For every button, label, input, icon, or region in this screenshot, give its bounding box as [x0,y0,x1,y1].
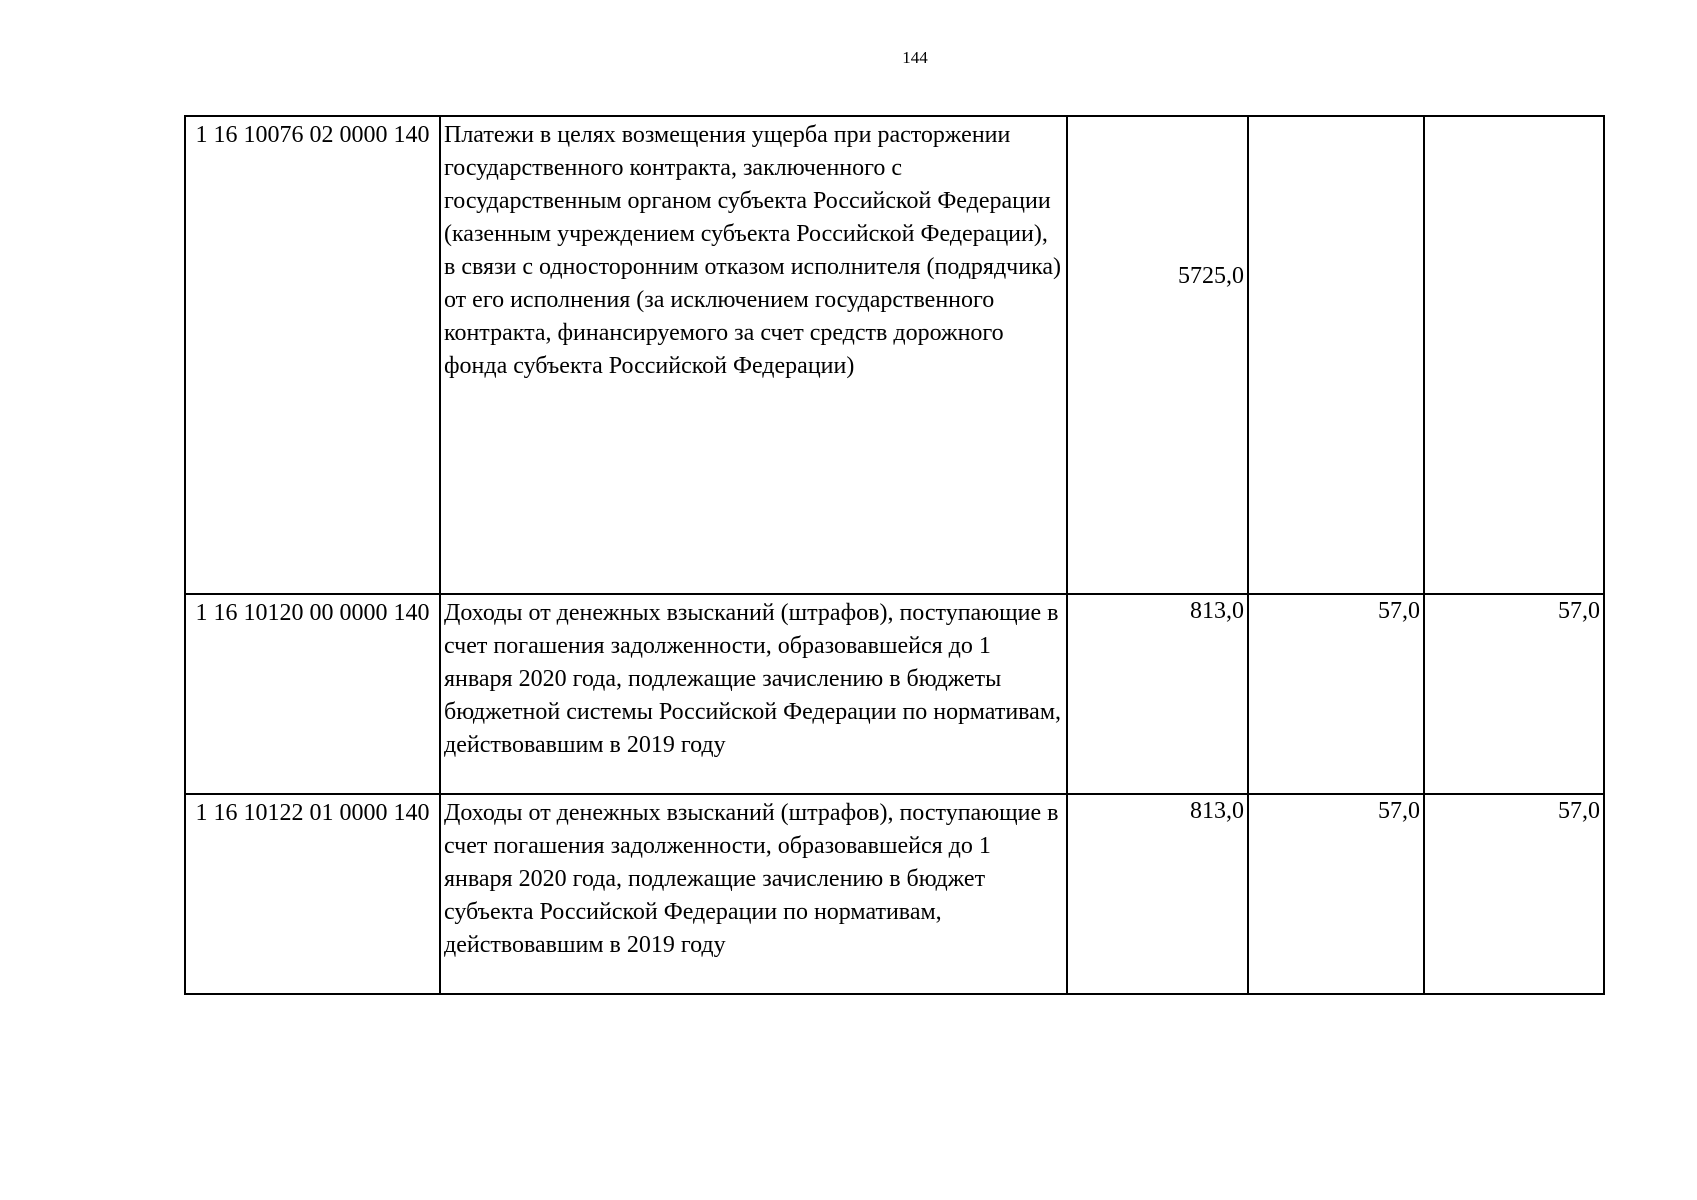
revenue-name-cell: Доходы от денежных взысканий (штрафов), поступающие в счет погашения задолженности, образовавшейся до 1 января 2020 года, подлежащие зачислению в бюджет субъекта Российской Федерации по нормативам, действовавшим в 2019 году [440,794,1067,994]
value-cell-3: 57,0 [1424,794,1604,994]
value-cell-2 [1248,116,1424,594]
value-cell-1: 5725,0 [1067,116,1248,594]
value-cell-3: 57,0 [1424,594,1604,794]
budget-code-cell: 1 16 10122 01 0000 140 [185,794,440,994]
page-number: 144 [902,48,928,67]
value-cell-2: 57,0 [1248,594,1424,794]
table-row [185,594,1604,794]
revenue-name-cell: Доходы от денежных взысканий (штрафов), поступающие в счет погашения задолженности, образовавшейся до 1 января 2020 года, подлежащие зачислению в бюджеты бюджетной системы Российской Федерации по нормативам, действовавшим в 2019 году [440,594,1067,794]
budget-code-cell: 1 16 10120 00 0000 140 [185,594,440,794]
value-cell-3 [1424,116,1604,594]
table-row [185,116,1604,594]
revenue-name-cell: Платежи в целях возмещения ущерба при расторжении государственного контракта, заключенного с государственным органом субъекта Российской Федерации (казенным учреждением субъекта Российской Федерации), в связи с односторонним отказом исполнителя (подрядчика) от его исполнения (за исключением государственного контракта, финансируемого за счет средств дорожного фонда субъекта Российской Федерации) [440,116,1067,594]
budget-code-cell: 1 16 10076 02 0000 140 [185,116,440,594]
table-row [185,794,1604,994]
value-cell-1: 813,0 [1067,594,1248,794]
value-cell-2: 57,0 [1248,794,1424,994]
value-cell-1: 813,0 [1067,794,1248,994]
revenue-table [184,115,1605,995]
